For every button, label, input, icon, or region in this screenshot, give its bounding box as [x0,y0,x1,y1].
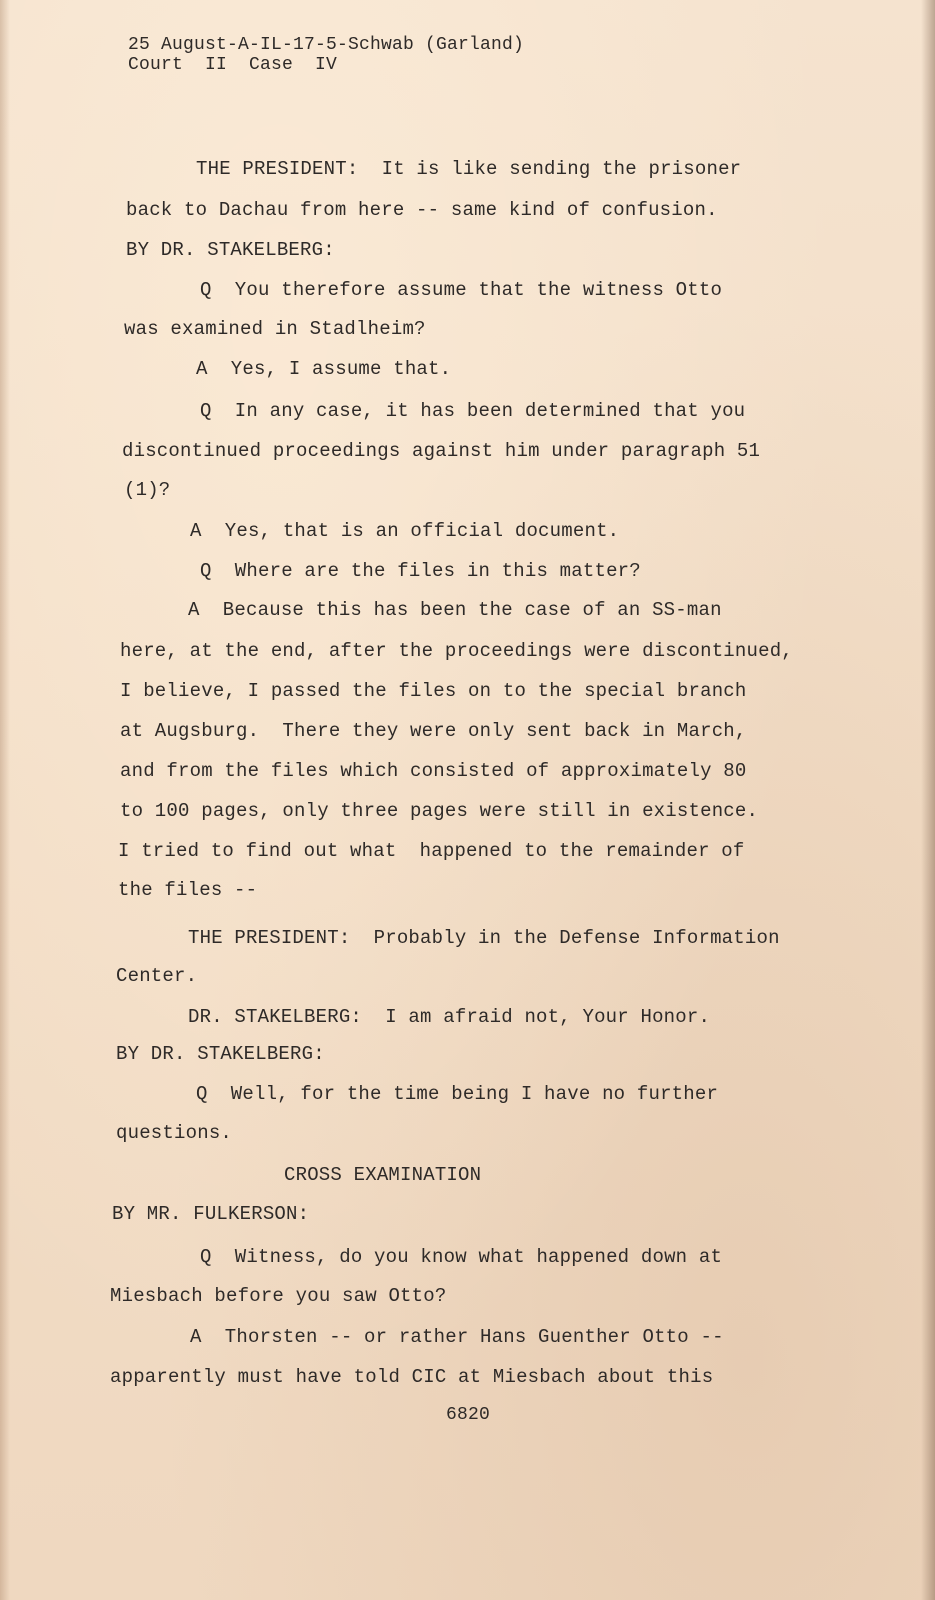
transcript-line: I believe, I passed the files on to the special branch [120,680,747,702]
transcript-line: here, at the end, after the proceedings were discontinued, [120,640,793,662]
transcript-line: THE PRESIDENT: It is like sending the prisoner [196,158,742,180]
transcript-line: the files -- [118,879,258,901]
transcript-line: questions. [116,1122,233,1144]
transcript-line: Q Where are the files in this matter? [200,560,641,582]
transcript-line: discontinued proceedings against him under paragraph 51 [122,440,761,462]
transcript-line: A Thorsten -- or rather Hans Guenther Otto -- [190,1326,724,1348]
transcript-line: to 100 pages, only three pages were still in existence. [120,800,759,822]
transcript-line: BY MR. FULKERSON: [112,1203,310,1225]
transcript-line: and from the files which consisted of approximately 80 [120,760,747,782]
transcript-line: A Yes, that is an official document. [190,520,620,542]
transcript-line: I tried to find out what happened to the remainder of [118,840,745,862]
transcript-line: A Yes, I assume that. [196,358,452,380]
transcript-line: BY DR. STAKELBERG: [126,239,335,261]
transcript-line: (1)? [124,479,171,501]
header-line-2: Court II Case IV [128,55,338,75]
section-heading: CROSS EXAMINATION [284,1164,482,1186]
transcript-line: Q In any case, it has been determined that you [200,400,746,422]
transcript-line: Q Well, for the time being I have no further [196,1083,719,1105]
transcript-line: Q You therefore assume that the witness Otto [200,279,723,301]
transcript-line: DR. STAKELBERG: I am afraid not, Your Honor. [188,1006,711,1028]
transcript-line: Miesbach before you saw Otto? [110,1285,447,1307]
transcript-line: BY DR. STAKELBERG: [116,1043,325,1065]
header-line-1: 25 August-A-IL-17-5-Schwab (Garland) [128,35,525,55]
transcript-line: at Augsburg. There they were only sent back in March, [120,720,747,742]
transcript-line: Q Witness, do you know what happened down at [200,1246,723,1268]
transcript-line: was examined in Stadlheim? [124,318,426,340]
transcript-line: apparently must have told CIC at Miesbach about this [110,1366,714,1388]
transcript-line: THE PRESIDENT: Probably in the Defense Information [188,927,780,949]
page-number: 6820 [446,1405,491,1425]
transcript-line: A Because this has been the case of an SS-man [188,599,722,621]
transcript-line: back to Dachau from here -- same kind of confusion. [126,199,718,221]
transcript-line: Center. [116,965,198,987]
